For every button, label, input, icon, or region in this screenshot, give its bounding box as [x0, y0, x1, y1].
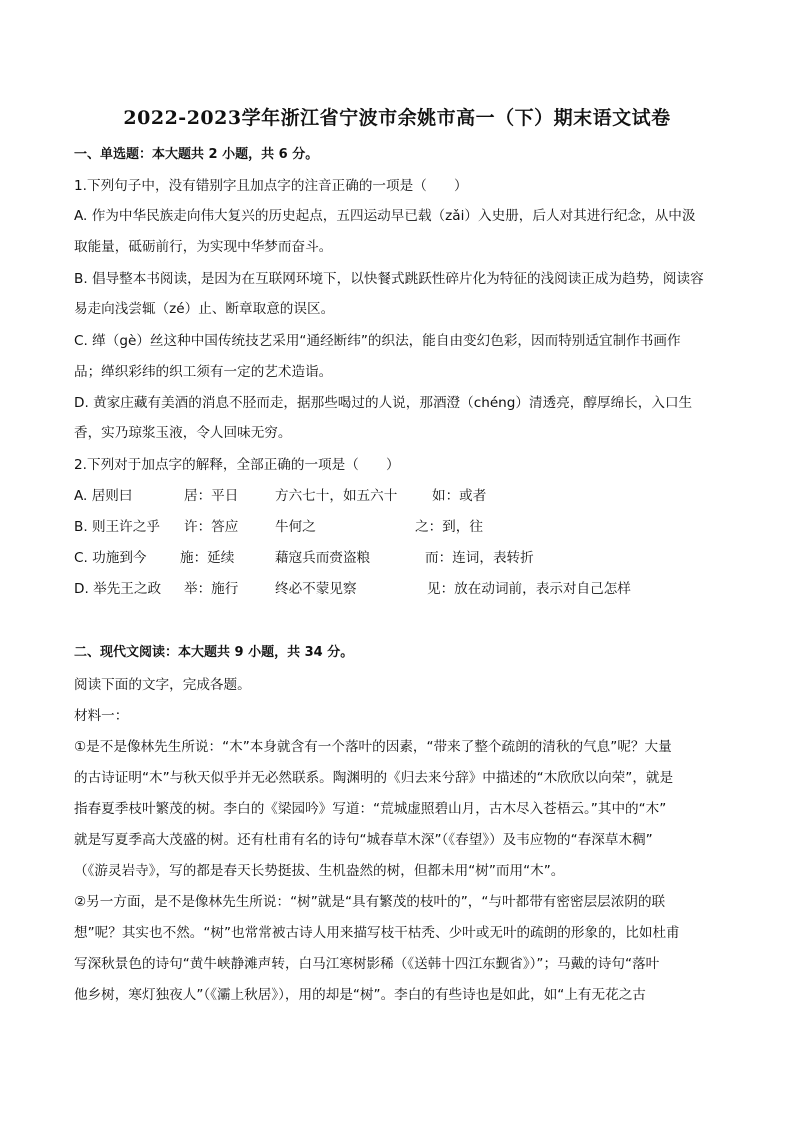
option-phrase-2: 藉寇兵而赍盗粮	[275, 550, 371, 566]
passage-line: 写深秋景色的诗句“黄牛峡静滩声转，白马江寒树影稀（《送韩十四江东觐省》）”；马戴的诗句“落叶	[74, 956, 660, 972]
option-phrase-1: B. 则王许之乎	[74, 519, 160, 535]
passage-line: 的古诗证明“木”与秋天似乎并无必然联系。陶渊明的《归去来兮辞》中描述的“木欣欣以向荣”，就是	[74, 770, 674, 786]
option-phrase-2: 终必不蒙见察	[275, 581, 357, 597]
section-heading-single-choice: 一、单选题：本大题共 2 小题，共 6 分。	[74, 147, 319, 162]
passage-line: ②另一方面，是不是像林先生所说：“树”就是“具有繁茂的枝叶的”，“与叶都带有密密层层浓阴的联	[74, 894, 666, 910]
material-label: 材料一：	[74, 708, 129, 724]
option-gloss-1: 施：延续	[180, 550, 235, 566]
option-phrase-1: D. 举先王之政	[74, 581, 162, 597]
passage-line: 就是写夏季高大茂盛的树。还有杜甫有名的诗句“城春草木深”（《春望》）及韦应物的“春深草木稠”	[74, 832, 653, 848]
option-gloss-1: 举：施行	[184, 581, 239, 597]
option-gloss-2: 如：或者	[432, 488, 487, 504]
option-phrase-2: 方六七十，如五六十	[275, 488, 398, 504]
option-gloss-1: 许：答应	[184, 519, 239, 535]
option-gloss-2: 之：到，往	[415, 519, 483, 535]
question-1-option-d-line-2: 香，实乃琼浆玉液，令人回味无穷。	[74, 425, 292, 441]
question-1-option-b-line-2: 易走向浅尝辄（zé）止、断章取意的误区。	[74, 301, 335, 317]
section-heading-modern-reading: 二、现代文阅读：本大题共 9 小题，共 34 分。	[74, 645, 354, 660]
question-1-option-b-line-1: B. 倡导整本书阅读，是因为在互联网环境下，以快餐式跳跃性碎片化为特征的浅阅读正成为趋势，阅读容	[74, 271, 704, 287]
option-gloss-2: 而：连词，表转折	[425, 550, 534, 566]
passage-line: ①是不是像林先生所说：“木”本身就含有一个落叶的因素，“带来了整个疏朗的清秋的气息”呢？大量	[74, 739, 672, 755]
question-1-option-a-line-2: 取能量，砥砺前行，为实现中华梦而奋斗。	[74, 239, 333, 255]
option-phrase-1: A. 居则曰	[74, 488, 133, 504]
page-title: 2022-2023学年浙江省宁波市余姚市高一（下）期末语文试卷	[123, 107, 671, 129]
passage-line: 指春夏季枝叶繁茂的树。李白的《梁园吟》写道：“荒城虚照碧山月，古木尽入苍梧云。”其中的“木”	[74, 801, 667, 817]
option-gloss-2: 见：放在动词前，表示对自己怎样	[427, 581, 631, 597]
question-1-option-d-line-1: D. 黄家庄藏有美酒的消息不胫而走，据那些喝过的人说，那酒澄（chéng）清透亮，醇厚绵长，入口生	[74, 395, 693, 411]
reading-instruction: 阅读下面的文字，完成各题。	[74, 677, 251, 693]
passage-line: 想”呢？其实也不然。“树”也常常被古诗人用来描写枝干枯秃、少叶或无叶的疏朗的形象的，比如杜甫	[74, 925, 680, 941]
passage-line: （《游灵岩寺》，写的都是春天长势挺拔、生机盎然的树，但都未用“树”而用“木”。	[74, 863, 565, 879]
question-2-stem: 2.下列对于加点字的解释，全部正确的一项是（ ）	[74, 457, 400, 473]
question-1-option-c-line-2: 品；缂织彩纬的织工须有一定的艺术造诣。	[74, 364, 333, 380]
question-1-option-a-line-1: A. 作为中华民族走向伟大复兴的历史起点，五四运动早已载（zǎi）入史册，后人对其进行纪念，从中汲	[74, 208, 696, 224]
option-phrase-1: C. 功施到今	[74, 550, 147, 566]
question-1-stem: 1.下列句子中，没有错别字且加点字的注音正确的一项是（ ）	[74, 178, 468, 194]
option-gloss-1: 居：平日	[184, 488, 239, 504]
question-1-option-c-line-1: C. 缂（gè）丝这种中国传统技艺采用“通经断纬”的织法，能自由变幻色彩，因而特别适宜制作书画作	[74, 333, 681, 349]
option-phrase-2: 牛何之	[275, 519, 316, 535]
passage-line: 他乡树，寒灯独夜人”（《灞上秋居》），用的却是“树”。李白的有些诗也是如此，如“上有无花之古	[74, 987, 646, 1003]
